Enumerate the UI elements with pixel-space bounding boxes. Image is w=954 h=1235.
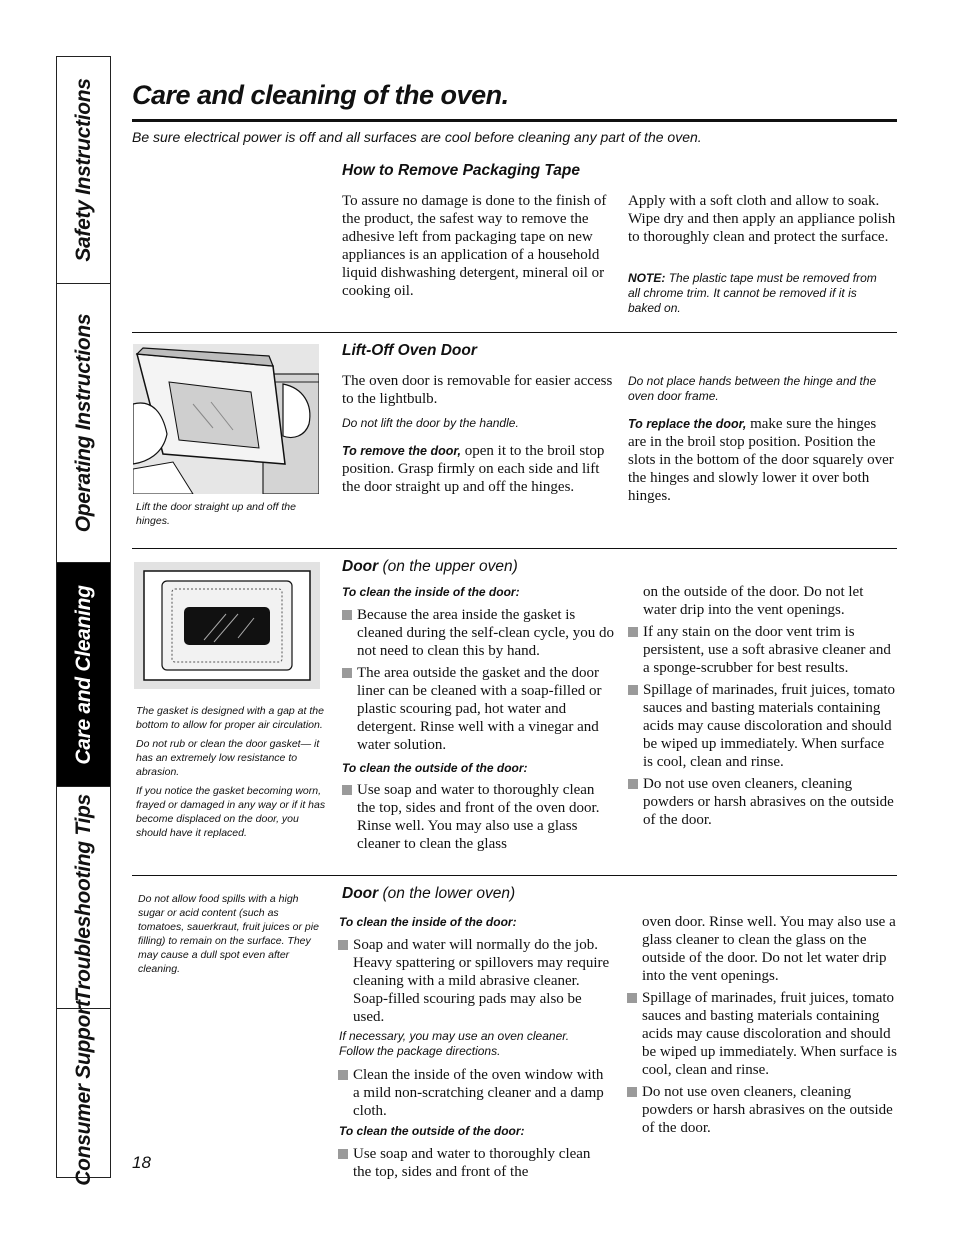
oven-cleaner-note: If necessary, you may use an oven cleaner. Follow the package directions. [339,1029,570,1058]
list-item: Because the area inside the gasket is cleaned during the self-clean cycle, you do not need to clean this by hand. [342,606,614,660]
tab-safety-instructions[interactable] [57,57,110,284]
list-item: Use soap and water to thoroughly clean the top, sides and front of the oven door. Rinse well. You may also use a glass cleaner to clean the glass [342,781,604,853]
remove-door-text: open it to the broil stop position. Grasp firmly on each side and lift the door straight up and off the hinges. [342,443,605,495]
bullet-square-icon [338,1070,348,1080]
list-item: The area outside the gasket and the door liner can be cleaned with a soap-filled or plastic scouring pad, hot water and detergent. Rinse well with a vinegar and water solution. [342,664,614,754]
upper-inside-heading: To clean the inside of the door: [342,585,520,599]
page-title: Care and cleaning of the oven. [132,80,509,110]
list-item: If any stain on the door vent trim is persistent, use a soft abrasive cleaner and a sponge-scrubber for best results. [628,623,896,677]
lower-outside-continued: oven door. Rinse well. You may also use a glass cleaner to clean the glass on the outside of the door. Do not let water drip into the vent openings. [642,914,896,984]
list-item: Spillage of marinades, fruit juices, tomato sauces and basting materials containing acids may cause discoloration and should be wiped up immediately. When surface is cool, clean and rinse. [628,681,896,771]
note-lead: NOTE: [628,271,666,285]
gasket-caption-1: The gasket is designed with a gap at the bottom to allow for proper air circulation. [136,705,324,731]
bullet-square-icon [627,1087,637,1097]
list-item: Spillage of marinades, fruit juices, tomato sauces and basting materials containing acids may cause discoloration and should be wiped up immediately. When surface is cool, clean and rinse. [627,989,897,1079]
page-number: 18 [132,1153,151,1172]
oven-door-gasket-illustration [134,562,320,689]
tab-label: Safety Instructions [71,78,95,262]
section-heading-lower-door [342,885,515,903]
side-tab-bar [56,56,111,1186]
packaging-text-col1: To assure no damage is done to the finish of the product, the safest way to remove the adhesive left from packaging tape on new appliances is an application of a household liquid dishwashing detergent, mineral oil or cooking oil. [342,193,607,299]
bullet-square-icon [338,1149,348,1159]
note-text: The plastic tape must be removed from all chrome trim. It cannot be removed if it is baked on. [628,271,877,315]
remove-door-instructions [342,442,614,496]
gasket-caption-2: Do not rub or clean the door gasket— it has an extremely low resistance to abrasion. [136,738,320,778]
upper-outside-continued: on the outside of the door. Do not let water drip into the vent openings. [643,584,864,618]
food-spill-caption: Do not allow food spills with a high sugar or acid content (such as tomatoes, sauerkraut, fruit juices or pie filling) to remain on the surface. They may cause a dull spot even after cleaning. [138,893,319,975]
tab-operating-instructions[interactable] [57,284,110,563]
list-item: Do not use oven cleaners, cleaning powders or harsh abrasives on the outside of the door. [627,1083,897,1137]
bullet-square-icon [627,993,637,1003]
lift-off-caution: Do not lift the door by the handle. [342,416,519,430]
bullet-square-icon [628,685,638,695]
title-rule [132,119,897,122]
door-heading-suffix: (on the upper oven) [382,558,518,575]
lower-inside-bullet-1 [338,936,610,1026]
gasket-caption-3: If you notice the gasket becoming worn, frayed or damaged in any way or if it has become displaced on the door, you should have it replaced. [136,785,326,839]
page-subtitle: Be sure electrical power is off and all surfaces are cool before cleaning any part of the oven. [132,129,702,145]
bullet-square-icon [338,940,348,950]
section-divider [132,332,897,333]
lift-off-intro: The oven door is removable for easier access to the lightbulb. [342,373,613,407]
door-heading: Door [342,885,379,902]
tab-label: Operating Instructions [71,313,95,533]
list-item: Do not use oven cleaners, cleaning powders or harsh abrasives on the outside of the door. [628,775,896,829]
lift-off-door-illustration [133,344,319,494]
lower-inside-heading: To clean the inside of the door: [339,915,517,929]
replace-door-lead: To replace the door, [628,417,747,431]
lower-outside-heading: To clean the outside of the door: [339,1124,525,1138]
bullet-square-icon [628,779,638,789]
section-heading-upper-door [342,558,518,576]
upper-outside-heading: To clean the outside of the door: [342,761,528,775]
list-item: Use soap and water to thoroughly clean the top, sides and front of the [338,1145,600,1181]
tab-label: Troubleshooting Tips [71,793,95,1002]
replace-door-text: make sure the hinges are in the broil stop position. Position the slots in the bottom of the door squarely over the hinges and slowly lower it over both hinges. [628,416,894,504]
tab-troubleshooting-tips[interactable] [57,787,110,1009]
replace-door-instructions [628,415,896,505]
upper-right-column [628,583,896,829]
tab-consumer-support[interactable] [57,1000,110,1186]
section-heading-packaging-tape: How to Remove Packaging Tape [342,162,581,179]
tab-label: Consumer Support [71,1000,95,1186]
hinge-warning: Do not place hands between the hinge and the oven door frame. [628,374,877,403]
door-heading-suffix: (on the lower oven) [382,885,516,902]
lower-right-column [627,913,897,1137]
tab-label: Care and Cleaning [71,584,95,765]
upper-inside-bullets [342,606,614,754]
packaging-text-col2: Apply with a soft cloth and allow to soak. Wipe dry and then apply an appliance polish to thoroughly clean and protect the surface. [628,193,896,245]
section-divider [132,875,897,876]
bullet-square-icon [628,627,638,637]
bullet-square-icon [342,610,352,620]
lower-outside-bullet [338,1145,600,1181]
list-item: Soap and water will normally do the job. Heavy spattering or spillovers may require cleaning with a mild abrasive cleaner. Soap-filled scouring pads may also be used. [338,936,610,1026]
upper-outside-bullets [342,781,604,853]
section-divider [132,548,897,549]
door-heading: Door [342,558,379,575]
lift-off-caption: Lift the door straight up and off the hinges. [136,501,296,527]
bullet-square-icon [342,785,352,795]
bullet-square-icon [342,668,352,678]
tab-care-and-cleaning[interactable] [57,563,110,787]
list-item: Clean the inside of the oven window with a mild non-scratching cleaner and a damp cloth. [338,1066,610,1120]
packaging-note [628,271,890,316]
section-heading-lift-off-door: Lift-Off Oven Door [342,342,477,359]
lower-inside-bullet-2 [338,1066,610,1120]
remove-door-lead: To remove the door, [342,444,462,458]
